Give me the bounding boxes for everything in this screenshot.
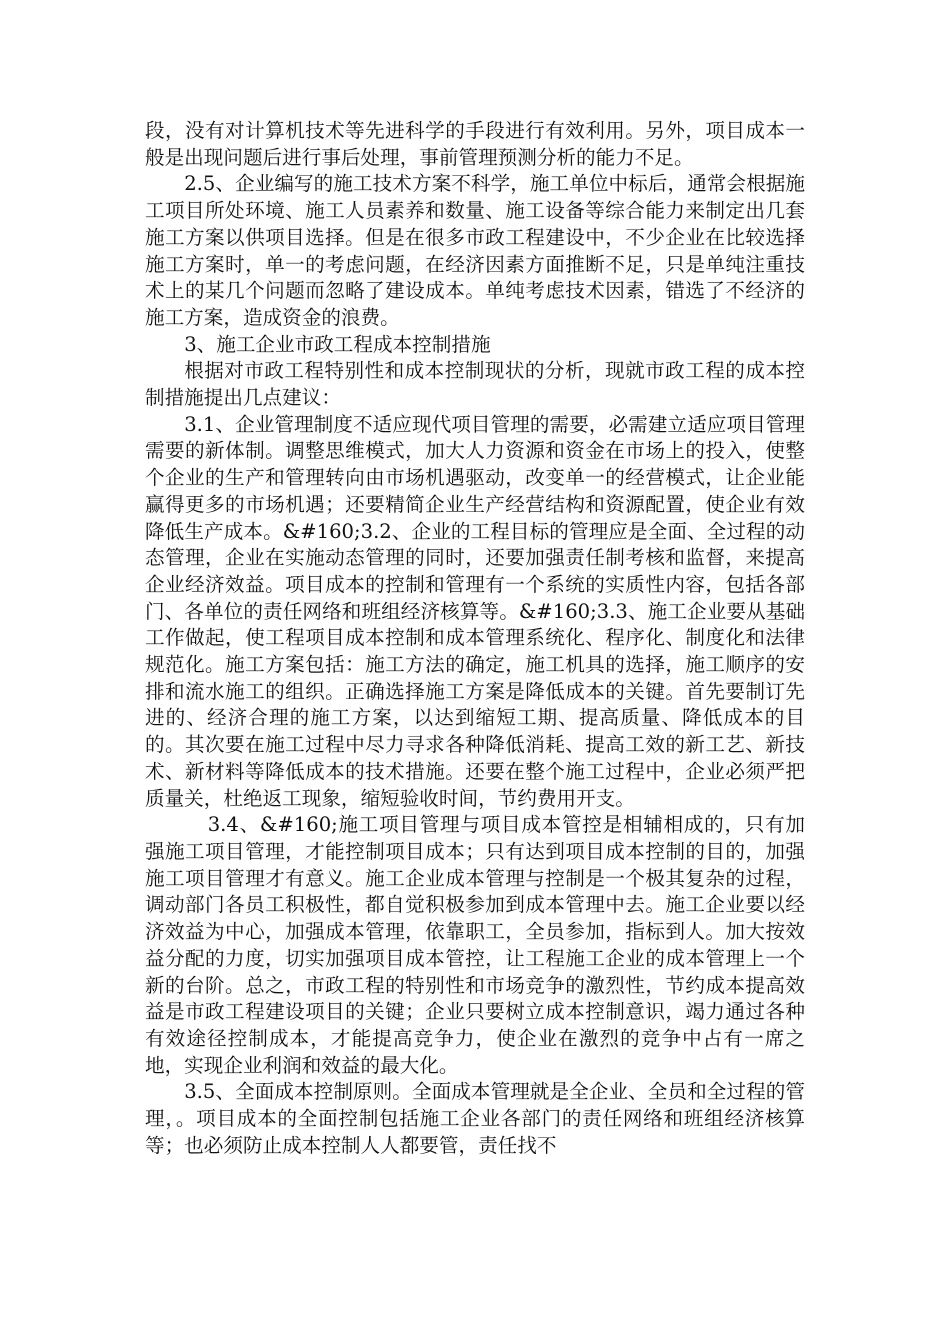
paragraph-intro: 根据对市政工程特别性和成本控制现状的分析，现就市政工程的成本控制措施提出几点建议： xyxy=(145,359,805,410)
paragraph-3-1: 3.1、企业管理制度不适应现代项目管理的需要，必需建立适应项目管理需要的新体制。调整思维模式，加大人力资源和资金在市场上的投入，使整个企业的生产和管理转向由市场机遇驱动，改变单一的经营模式，让企业能赢得更多的市场机遇；还要精简企业生产经营结构和资源配置，使企业有效降低生产成本。&#160;3.2、企业的工程目标的管理应是全面、全过程的动态管理，企业在实施动态管理的同时，还要加强责任制考核和监督，来提高企业经济效益。项目成本的控制和管理有一个系统的实质性内容，包括各部门、各单位的责任网络和班组经济核算等。&#160;3.3、施工企业要从基础工作做起，使工程项目成本控制和成本管理系统化、程序化、制度化和法律规范化。施工方案包括：施工方法的确定，施工机具的选择，施工顺序的安排和流水施工的组织。正确选择施工方案是降低成本的关键。首先要制订先进的、经济合理的施工方案，以达到缩短工期、提高质量、降低成本的目的。其次要在施工过程中尽力寻求各种降低消耗、提高工效的新工艺、新技术、新材料等降低成本的技术措施。还要在整个施工过程中，企业必须严把质量关，杜绝返工现象，缩短验收时间，节约费用开支。 xyxy=(145,412,805,810)
section-heading-3: 3、施工企业市政工程成本控制措施 xyxy=(184,332,491,356)
paragraph-3-5: 3.5、全面成本控制原则。全面成本管理就是全企业、全员和全过程的管理，。项目成本的全面控制包括施工企业各部门的责任网络和班组经济核算等；也必须防止成本控制人人都要管，责任找不 xyxy=(145,1080,805,1157)
paragraph-2-5: 2.5、企业编写的施工技术方案不科学，施工单位中标后，通常会根据施工项目所处环境、施工人员素养和数量、施工设备等综合能力来制定出几套施工方案以供项目选择。但是在很多市政工程建设中，不少企业在比较选择施工方案时，单一的考虑问题，在经济因素方面推断不足，只是单纯注重技术上的某几个问题而忽略了建设成本。单纯考虑技术因素，错选了不经济的施工方案，造成资金的浪费。 xyxy=(145,172,805,329)
document-page xyxy=(145,118,805,1159)
paragraph-1: 段，没有对计算机技术等先进科学的手段进行有效利用。另外，项目成本一般是出现问题后进行事后处理，事前管理预测分析的能力不足。 xyxy=(145,119,805,169)
paragraph-3-4: 3.4、&#160;施工项目管理与项目成本管控是相辅相成的，只有加强施工项目管理，才能控制项目成本；只有达到项目成本控制的目的，加强施工项目管理才有意义。施工企业成本管理与控制是一个极其复杂的过程，调动部门各员工积极性，都自觉积极参加到成本管理中去。施工企业要以经济效益为中心，加强成本管理，依靠职工，全员参加，指标到人。加大按效益分配的力度，切实加强项目成本管控，让工程施工企业的成本管理上一个新的台阶。总之，市政工程的特别性和市场竞争的激烈性，节约成本提高效益是市政工程建设项目的关键；企业只要树立成本控制意识，竭力通过各种有效途径控制成本，才能提高竞争力，使企业在激烈的竞争中占有一席之地，实现企业利润和效益的最大化。 xyxy=(145,813,805,1077)
